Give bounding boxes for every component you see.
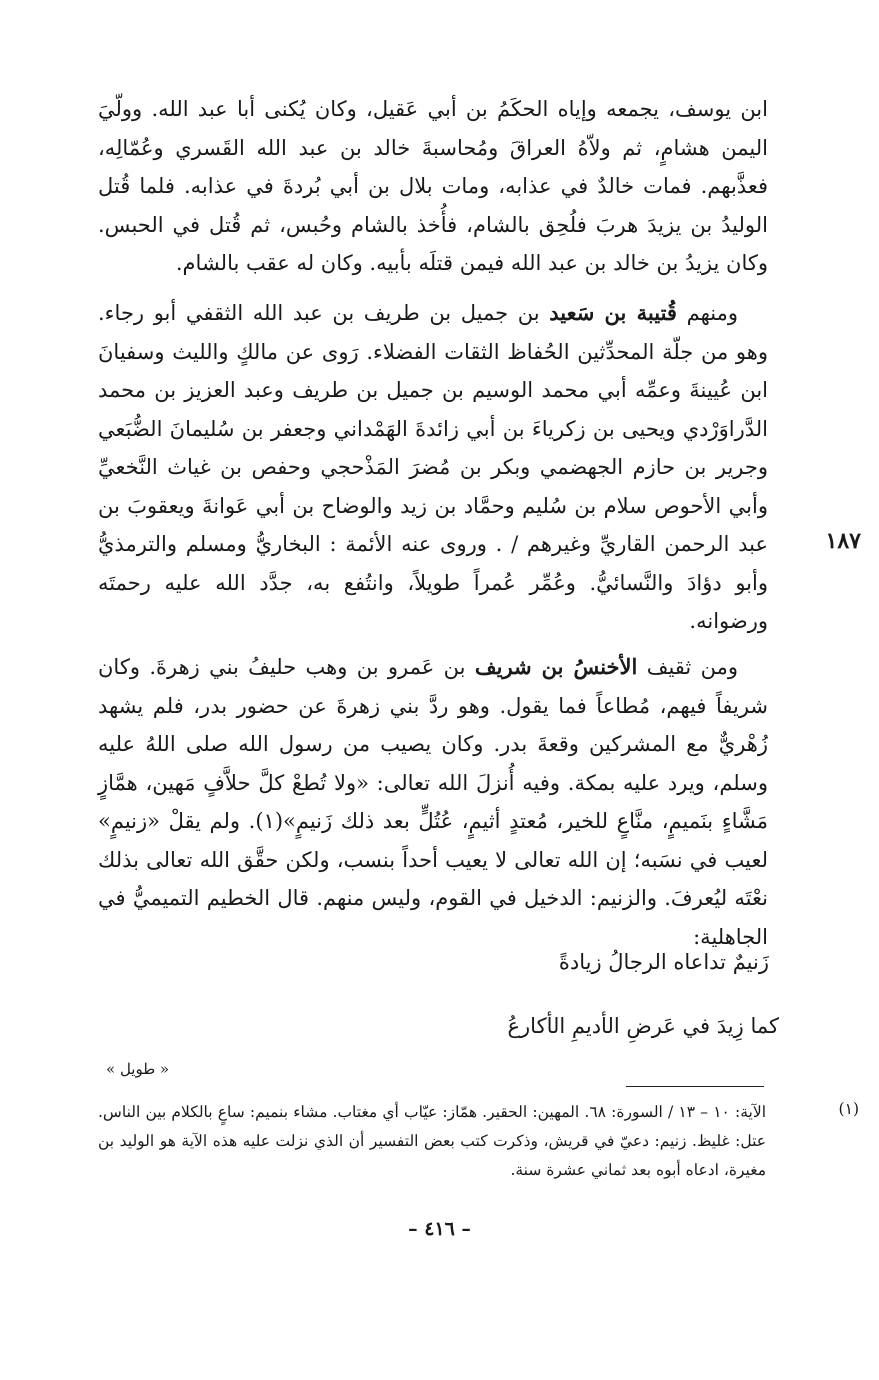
paragraph-ibn-yusuf: [98, 90, 768, 283]
paragraph-lead: ومنهم: [686, 301, 738, 325]
paragraph-lead: ومن ثقيف: [646, 655, 738, 679]
margin-page-reference: ١٨٧: [825, 528, 861, 554]
person-name-qutayba: قُتيبة بن سَعيد: [549, 300, 677, 325]
paragraph-text: بن جميل بن طريف بن عبد الله الثقفي أبو رجاء. وهو من جلّة المحدِّثين الحُفاظ الثقات الفضلاء. رَوى عن مالكٍ والليث وسفيانَ ابن عُيينةَ وعمِّه أبي محمد الوسيم بن جميل بن طريف وعبد العزيز بن محمد الدَّراوَرْدي ويحيى بن زكرياءَ بن أبي زائدةَ الهَمْداني وجعفر بن سُليمانَ الضُّبَعي وجرير بن حازم الجهضمي وبكر بن مُضرَ المَذْحجي وحفص بن غياث النَّخعيِّ وأبي الأحوص سلام بن سُليم وحمَّاد بن زيد والوضاح بن أبي عَوانةَ ويعقوبَ بن عبد الرحمن القاريِّ وغيرهم / . وروى عنه الأئمة : البخاريُّ ومسلم والترمذيُّ وأبو دؤادَ والنَّسائيُّ. وعُمِّر عُمراً طويلاً، وانتُفع به، جدَّد الله عليه رحمتَه ورضوانه.: [98, 301, 768, 633]
footnote-divider: [626, 1086, 764, 1087]
paragraph-akhnas: [98, 648, 768, 956]
paragraph-qutayba: [98, 294, 768, 641]
poem-meter-label: « طويل »: [106, 1060, 170, 1078]
page-number: – ٤١٦ –: [408, 1218, 471, 1240]
footnote-text: الآية: ١٠ – ١٣ / السورة: ٦٨. المهين: الحقير. همّاز: عيّاب أي مغتاب. مشاء بنميم: ساعٍ بالكلام بين الناس. عتل: غليظ. زنيم: دعيّ في قريش، وذكرت كتب بعض التفسير أن الذي نزلت عليه هذه الآية هو الوليد بن مغيرة، ادعاه أبوه بعد ثماني عشرة سنة.: [98, 1103, 767, 1179]
paragraph-text: ابن يوسف، يجمعه وإياه الحكَمُ بن أبي عَقيل، وكان يُكنى أبا عبد الله. وولّيَ اليمن هشامٍ، ثم ولاّهُ العراقَ ومُحاسبةَ خالد بن عبد الله القَسري وعُمّالِه، فعذَّبهم. فمات خالدٌ في عذابه، ومات بلال بن أبي بُردةَ في عذابه. فلما قُتل الوليدُ بن يزيدَ هربَ فلُحِق بالشام، فأُخذ بالشام وحُبس، ثم قُتل في الحبس. وكان يزيدُ بن خالد بن عبد الله فيمن قتلَه بأبيه. وكان له عقب بالشام.: [98, 97, 768, 275]
poem-verse-first-hemistich: زَنيمٌ تداعاه الرجالُ زيادةً: [558, 950, 769, 974]
person-name-akhnas: الأخنسُ بن شريف: [474, 654, 638, 679]
poem-verse-second-hemistich: كما زِيدَ في عَرضِ الأديمِ الأكارعُ: [507, 1014, 779, 1038]
footnote-marker: (١): [838, 1100, 859, 1118]
paragraph-body: [98, 294, 768, 641]
paragraph-body: [98, 648, 768, 956]
paragraph-text: بن عَمرو بن وهب حليفُ بني زهرةَ. وكان شريفاً فيهم، مُطاعاً فما يقول. وهو ردَّ بني زهرةَ عن حضور بدر، فلم يشهد زُهْريٌّ مع المشركين وقعةَ بدر. وكان يصيب من رسول الله صلى اللهُ عليه وسلم، ويرد عليه بمكة. وفيه أُنزلَ الله تعالى: «ولا تُطعْ كلَّ حلاَّفٍ مَهين، همَّازٍ مَشَّاءٍ بنَميمٍ، منَّاعٍ للخير، مُعتدٍ أثيمٍ، عُتُلٍّ بعد ذلك زَنيمٍ»(١). ولم يقلْ «زنيمٍ» لعيب في نسَبه؛ إن الله تعالى لا يعيب أحداً بنسب، ولكن حقَّق الله تعالى بذلك نعْتَه ليُعرفَ. والزنيم: الدخيل في القوم، وليس منهم. قال الخطيم التميميُّ في الجاهلية:: [98, 655, 768, 949]
